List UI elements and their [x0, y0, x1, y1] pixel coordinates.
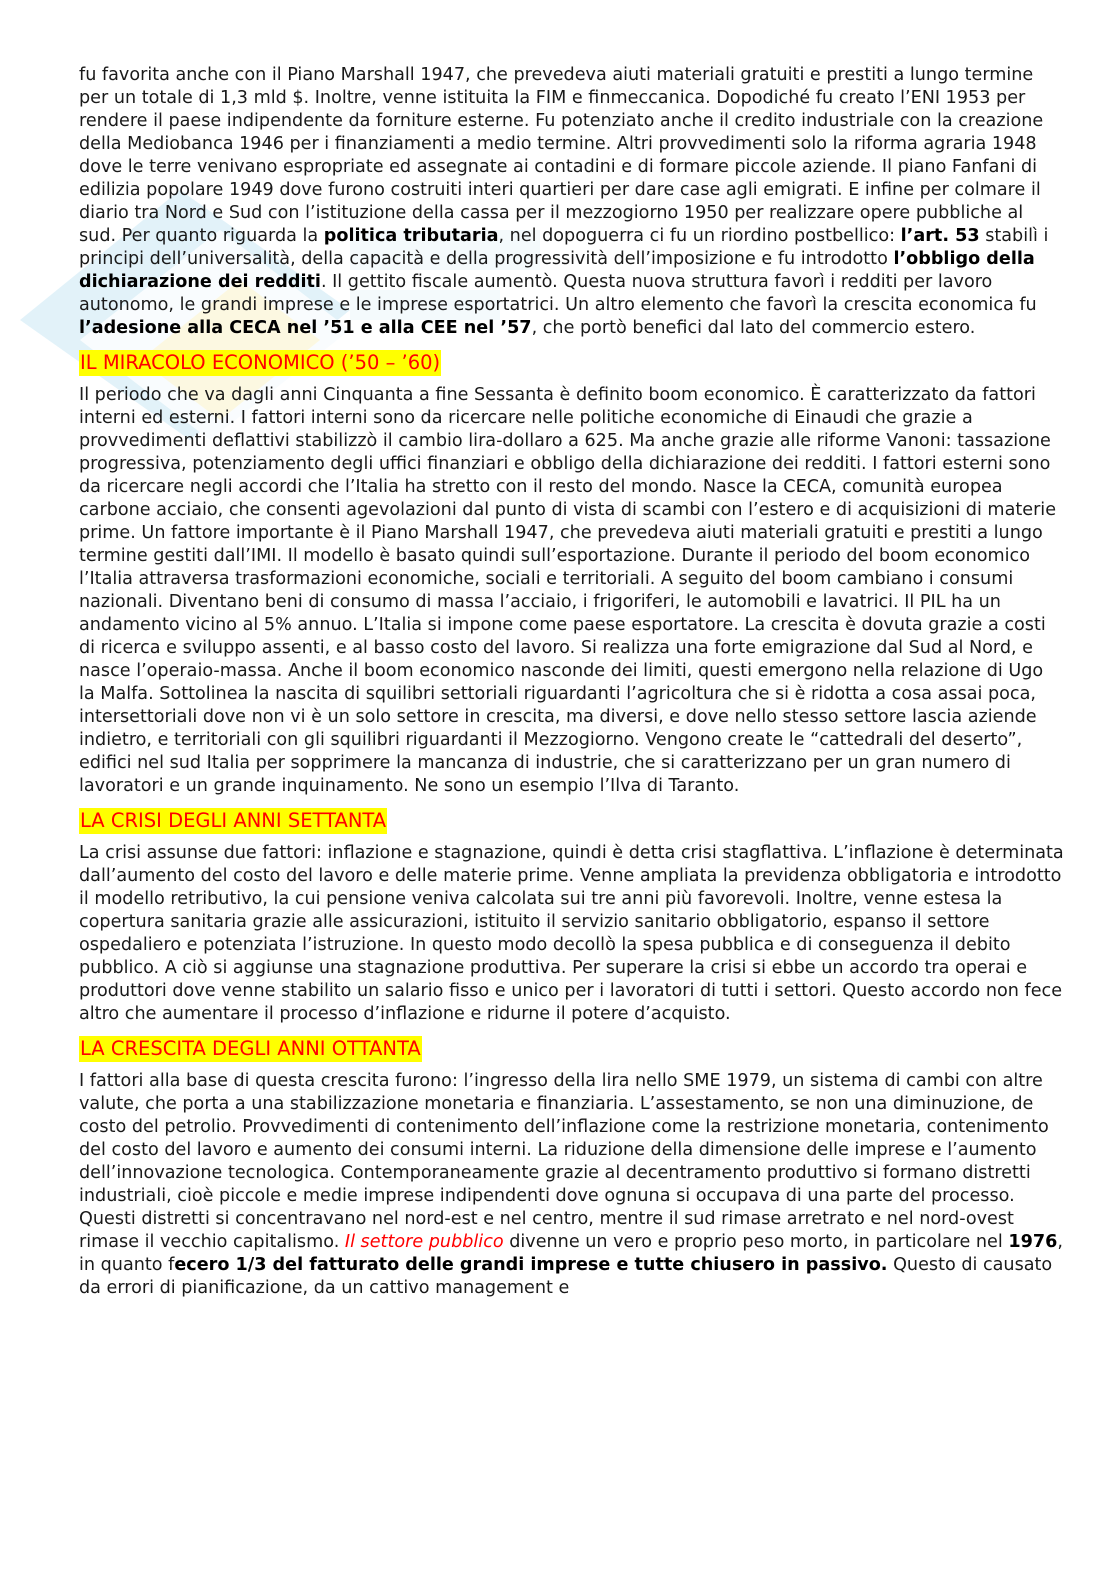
- text-run: , in quanto f: [79, 1232, 1063, 1275]
- text-run: fu favorita anche con il Piano Marshall 1947, che prevedeva aiuti materiali gratuiti e prestiti a lungo termine per un totale di 1,3 mld $. Inoltre, venne istituita la FIM e finmeccanica. Dopodiché fu creato l’ENI 1953 per rendere il paese indipendente da forniture esterne. Fu potenziato anche il credito industriale con la creazione della Mediobanca 1946 per i finanziamenti a medio termine. Altri provvedimenti solo la riforma agraria 1948 dove le terre venivano espropriate ed assegnate ai contadini e di formare piccole aziende. Il piano Fanfani di edilizia popolare 1949 dove furono costruiti interi quartieri per dare case agli emigrati. E infine per colmare il diario tra Nord e Sud con l’istituzione della cassa per il mezzogiorno 1950 per realizzare opere pubbliche al sud. Per quanto riguarda la: [79, 65, 1044, 246]
- bold-run: politica tributaria: [323, 226, 499, 246]
- text-run: stabilì i principi dell’universalità, della capacità e della progressività dell’imposizione e fu introdotto: [79, 226, 1049, 269]
- heading-crescita-anni-ottanta: LA CRESCITA DEGLI ANNI OTTANTA: [80, 1037, 421, 1060]
- paragraph-miracolo-economico: Il periodo che va dagli anni Cinquanta a fine Sessanta è definito boom economico. È caratterizzato da fattori interni ed esterni. I fattori interni sono da ricercare nelle politiche economiche di Einaudi che grazie a provvedimenti deflattivi stabilizzò il cambio lira-dollaro a 625. Ma anche grazie alle riforme Vanoni: tassazione progressiva, potenziamento degli uffici finanziari e obbligo della dichiarazione dei redditi. I fattori esterni sono da ricercare negli accordi che l’Italia ha stretto con il resto del mondo. Nasce la CECA, comunità europea carbone acciaio, che consenti agevolazioni dal punto di vista di scambi con l’estero e di acquisizioni di materie prime. Un fattore importante è il Piano Marshall 1947, che prevedeva aiuti materiali gratuiti e prestiti a lungo termine gestiti dall’IMI. Il modello è basato quindi sull’esportazione. Durante il periodo del boom economico l’Italia attraversa trasformazioni economiche, sociali e territoriali. A seguito del boom cambiano i consumi nazionali. Diventano beni di consumo di massa l’acciaio, i frigoriferi, le automobili e lavatrici. Il PIL ha un andamento vicino al 5% annuo. L’Italia si impone come paese esportatore. La crescita è dovuta grazie a costi di ricerca e sviluppo assenti, e al basso costo del lavoro. Si realizza una forte emigrazione dal Sud al Nord, e nasce l’operaio-massa. Anche il boom economico nasconde dei limiti, questi emergono nella relazione di Ugo la Malfa. Sottolinea la nascita di squilibri settoriali riguardanti l’agricoltura che si è ridotta a cosa assai poca, intersettoriali dove non vi è un solo settore in crescita, ma diversi, e dove nello stesso settore lascia aziende indietro, e territoriali con gli squilibri riguardanti il Mezzogiorno. Vengono create le “cattedrali del deserto”, edifici nel sud Italia per sopprimere la mancanza di industrie, che si caratterizzano per un gran numero di lavoratori e un grande inquinamento. Ne sono un esempio l’Ilva di Taranto.: [79, 385, 1057, 796]
- bold-run: l’art. 53: [900, 226, 980, 246]
- paragraph-crescita-anni-ottanta: [79, 1070, 1064, 1300]
- bold-run: l’obbligo della dichiarazione dei redditi: [79, 249, 1035, 292]
- bold-run: l’adesione alla CECA nel ’51 e alla CEE nel ’57: [79, 318, 532, 338]
- document-page: [79, 64, 1064, 1300]
- text-run: Questo di causato da errori di pianificazione, da un cattivo management e: [79, 1255, 1053, 1298]
- italic-red-run: Il settore pubblico: [344, 1232, 504, 1252]
- text-run: . Il gettito fiscale aumentò. Questa nuova struttura favorì i redditi per lavoro autonomo, le grandi imprese e le imprese esportatrici. Un altro elemento che favorì la crescita economica fu: [79, 272, 1037, 315]
- text-run: , nel dopoguerra ci fu un riordino postbellico:: [498, 226, 901, 246]
- bold-run: ecero 1/3 del fatturato delle grandi imprese e tutte chiusero in passivo.: [174, 1255, 888, 1275]
- text-run: divenne un vero e proprio peso morto, in particolare nel: [503, 1232, 1009, 1252]
- bold-run: 1976: [1008, 1232, 1058, 1252]
- heading-miracolo-economico: IL MIRACOLO ECONOMICO (’50 – ’60): [80, 351, 441, 374]
- text-run: , che portò benefici dal lato del commercio estero.: [531, 318, 976, 338]
- heading-crisi-anni-settanta: LA CRISI DEGLI ANNI SETTANTA: [80, 809, 387, 832]
- text-run: I fattori alla base di questa crescita furono: l’ingresso della lira nello SME 1979, un sistema di cambi con altre valute, che porta a una stabilizzazione monetaria e finanziaria. L’assestamento, se non una diminuzione, de costo del petrolio. Provvedimenti di contenimento dell’inflazione come la restrizione monetaria, contenimento del costo del lavoro e aumento dei consumi interni. La riduzione della dimensione delle imprese e l’aumento dell’innovazione tecnologica. Contemporaneamente grazie al decentramento produttivo si formano distretti industriali, cioè piccole e medie imprese indipendenti dove ognuna si occupava di una parte del processo. Questi distretti si concentravano nel nord-est e nel centro, mentre il sud rimase arretrato e nel nord-ovest rimase il vecchio capitalismo.: [79, 1071, 1049, 1252]
- paragraph-crisi-anni-settanta: La crisi assunse due fattori: inflazione e stagnazione, quindi è detta crisi stagflattiva. L’inflazione è determinata dall’aumento del costo del lavoro e delle materie prime. Venne ampliata la previdenza obbligatoria e introdotto il modello retributivo, la cui pensione veniva calcolata sui tre anni più favorevoli. Inoltre, venne estesa la copertura sanitaria grazie alle assicurazioni, istituito il servizio sanitario obbligatorio, espanso il settore ospedaliero e potenziata l’istruzione. In questo modo decollò la spesa pubblica e di conseguenza il debito pubblico. A ciò si aggiunse una stagnazione produttiva. Per superare la crisi si ebbe un accordo tra operai e produttori dove venne stabilito un salario fisso e unico per i lavoratori di tutti i settori. Questo accordo non fece altro che aumentare il processo d’inflazione e ridurne il potere d’acquisto.: [79, 843, 1064, 1024]
- paragraph-dopoguerra: [79, 64, 1064, 340]
